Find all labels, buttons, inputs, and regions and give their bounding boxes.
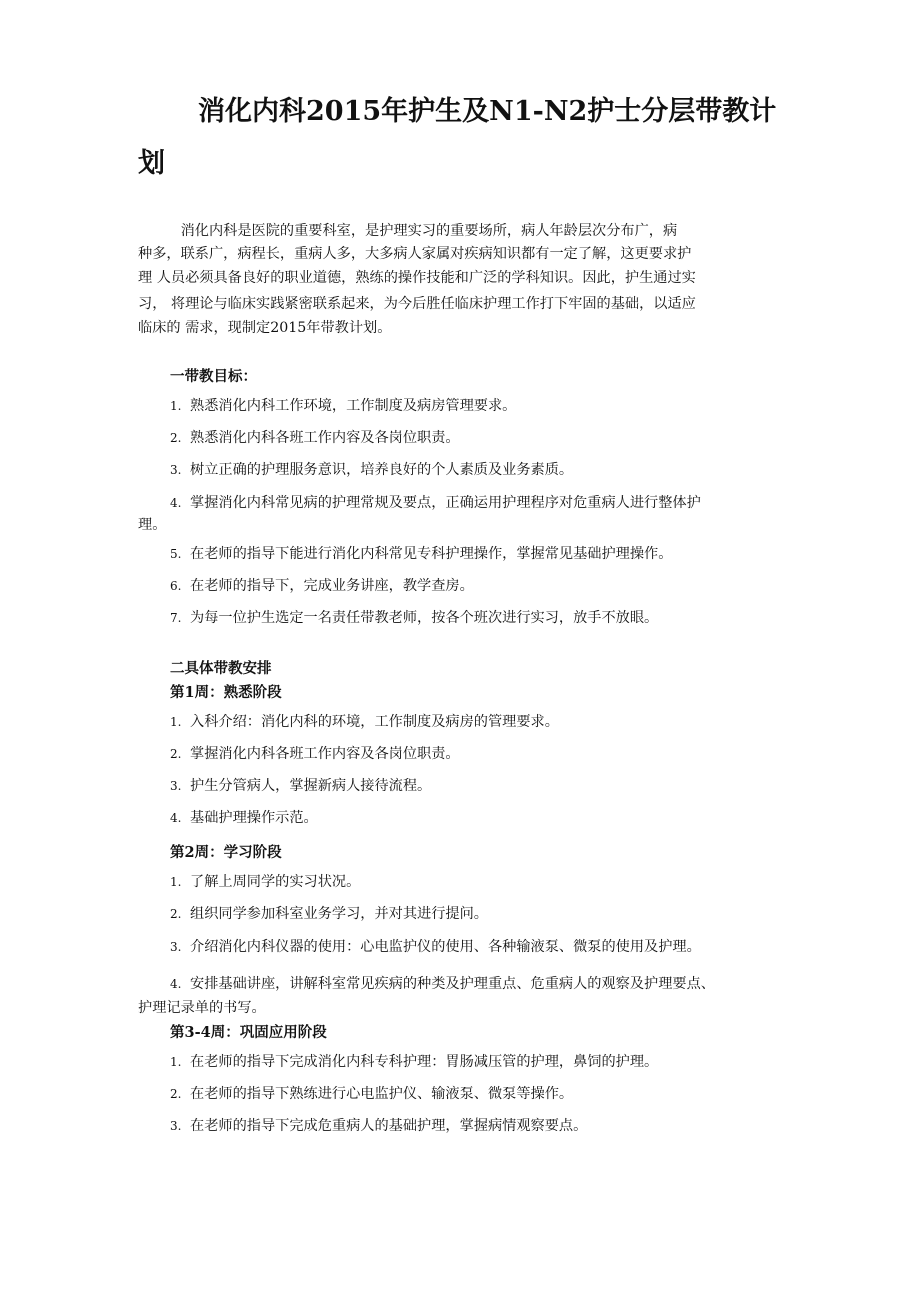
intro-line-1: 消化内科是医院的重要科室，是护理实习的重要场所，病人年龄层次分布广，病 [138, 223, 678, 239]
item-number: 4. [170, 496, 182, 510]
item-text: 组织同学参加科室业务学习，并对其进行提问。 [190, 906, 488, 922]
item-number: 1. [170, 1055, 182, 1069]
item-text: 介绍消化内科仪器的使用：心电监护仪的使用、各种输液泵、微泵的使用及护理。 [190, 939, 701, 955]
week2-heading: 第2周：学习阶段 [170, 844, 282, 861]
intro-line-2: 种多，联系广，病程长，重病人多，大多病人家属对疾病知识都有一定了解，这更要求护 [138, 246, 692, 262]
item-text: 熟悉消化内科各班工作内容及各岗位职责。 [190, 430, 460, 446]
item-number: 4. [170, 977, 182, 991]
item-number: 6. [170, 579, 182, 593]
item-text: 入科介绍：消化内科的环境，工作制度及病房的管理要求。 [190, 714, 559, 730]
item-number: 3. [170, 1119, 182, 1133]
week34-heading: 第3-4周：巩固应用阶段 [170, 1024, 327, 1041]
item-number: 2. [170, 747, 182, 761]
item-number: 3. [170, 463, 182, 477]
item-continuation: 护理记录单的书写。 [138, 1000, 266, 1016]
list-item [170, 1055, 658, 1069]
section-heading-goals: 一带教目标： [170, 368, 257, 385]
item-text: 树立正确的护理服务意识，培养良好的个人素质及业务素质。 [190, 462, 574, 478]
intro-line-3: 理 人员必须具备良好的职业道德，熟练的操作技能和广泛的学科知识。因此，护生通过实 [138, 270, 696, 286]
list-item [170, 747, 460, 761]
intro-line-5: 临床的 需求，现制定2015年带教计划。 [138, 320, 392, 336]
item-text: 掌握消化内科各班工作内容及各岗位职责。 [190, 746, 460, 762]
item-number: 1. [170, 715, 182, 729]
list-item [170, 940, 701, 954]
list-item [170, 875, 360, 889]
list-item [170, 547, 672, 561]
item-text: 在老师的指导下能进行消化内科常见专科护理操作，掌握常见基础护理操作。 [190, 546, 673, 562]
item-text: 基础护理操作示范。 [190, 810, 318, 826]
item-text: 在老师的指导下熟练进行心电监护仪、输液泵、微泵等操作。 [190, 1086, 574, 1102]
document-title-line-1: 消化内科2015年护生及N1-N2护士分层带教计 [198, 96, 777, 127]
list-item [170, 715, 559, 729]
week1-heading: 第1周：熟悉阶段 [170, 684, 282, 701]
item-text: 在老师的指导下完成消化内科专科护理：胃肠减压管的护理，鼻饲的护理。 [190, 1054, 659, 1070]
section-heading-arrangement: 二具体带教安排 [170, 660, 272, 677]
item-number: 2. [170, 907, 182, 921]
item-number: 5. [170, 547, 182, 561]
list-item [170, 1119, 587, 1133]
list-item [170, 399, 516, 413]
list-item [170, 431, 460, 445]
item-number: 4. [170, 811, 182, 825]
list-item [170, 977, 715, 991]
list-item [170, 779, 431, 793]
item-text: 安排基础讲座，讲解科室常见疾病的种类及护理重点、危重病人的观察及护理要点、 [190, 976, 715, 992]
list-item [170, 611, 658, 625]
list-item [170, 579, 474, 593]
item-continuation: 理。 [138, 517, 167, 533]
item-text: 在老师的指导下，完成业务讲座，教学查房。 [190, 578, 474, 594]
list-item [170, 907, 488, 921]
document-title-line-2: 划 [138, 148, 165, 179]
list-item [170, 1087, 573, 1101]
item-number: 1. [170, 875, 182, 889]
list-item [170, 496, 701, 510]
item-number: 3. [170, 940, 182, 954]
list-item [170, 811, 318, 825]
item-number: 1. [170, 399, 182, 413]
item-number: 2. [170, 1087, 182, 1101]
item-text: 为每一位护生选定一名责任带教老师，按各个班次进行实习，放手不放眼。 [190, 610, 659, 626]
item-number: 3. [170, 779, 182, 793]
item-number: 7. [170, 611, 182, 625]
intro-line-4: 习， 将理论与临床实践紧密联系起来，为今后胜任临床护理工作打下牢固的基础，以适应 [138, 296, 696, 312]
item-text: 掌握消化内科常见病的护理常规及要点，正确运用护理程序对危重病人进行整体护 [190, 495, 701, 511]
item-text: 护生分管病人，掌握新病人接待流程。 [190, 778, 432, 794]
item-text: 了解上周同学的实习状况。 [190, 874, 361, 890]
item-text: 熟悉消化内科工作环境，工作制度及病房管理要求。 [190, 398, 517, 414]
item-number: 2. [170, 431, 182, 445]
list-item [170, 463, 573, 477]
item-text: 在老师的指导下完成危重病人的基础护理，掌握病情观察要点。 [190, 1118, 588, 1134]
